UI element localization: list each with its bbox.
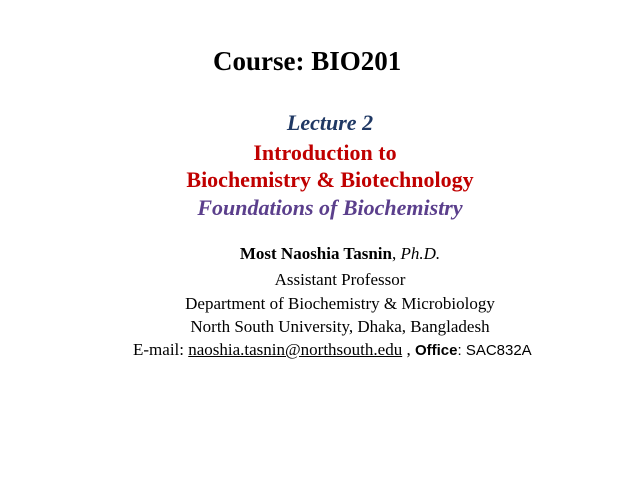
- email-link[interactable]: naoshia.tasnin@northsouth.edu: [188, 340, 403, 359]
- lecture-topic: Biochemistry & Biotechnology: [186, 167, 474, 192]
- office-label: Office: [414, 342, 458, 359]
- author-university: North South University, Dhaka, Bangladesh: [190, 317, 490, 336]
- lecture-subtopic: Foundations of Biochemistry: [197, 195, 463, 220]
- author-line: [0, 244, 640, 264]
- author-degree: Ph.D.: [400, 244, 441, 263]
- email-label: E-mail:: [133, 340, 189, 359]
- office-value: SAC832A: [465, 342, 532, 359]
- lecture-number: Lecture 2: [286, 110, 374, 135]
- author-department: Department of Biochemistry & Microbiology: [185, 294, 495, 313]
- lecture-intro: Introduction to: [253, 140, 397, 165]
- office-colon: :: [457, 342, 466, 359]
- contact-line: [133, 340, 532, 360]
- author-name: Most Naoshia Tasnin: [239, 244, 392, 263]
- email-separator: ,: [402, 340, 415, 359]
- author-name-separator: ,: [391, 244, 401, 263]
- course-title: Course: BIO201: [213, 46, 402, 76]
- author-role: Assistant Professor: [274, 270, 406, 289]
